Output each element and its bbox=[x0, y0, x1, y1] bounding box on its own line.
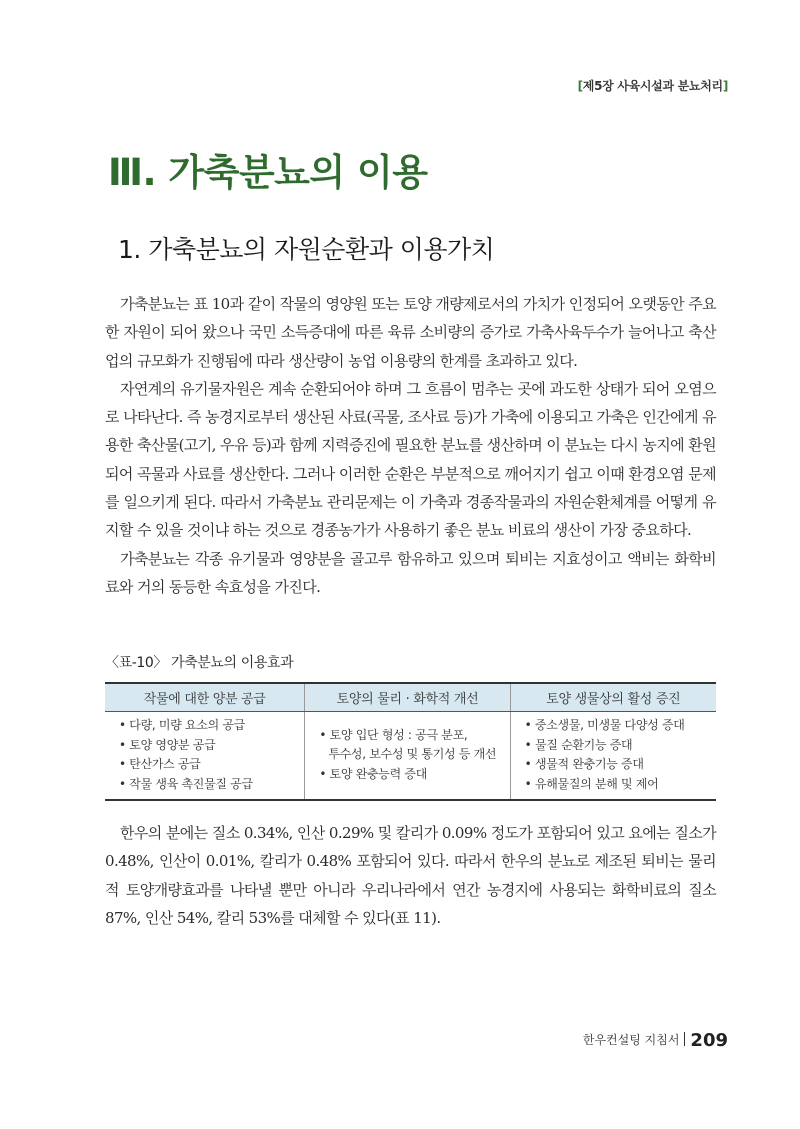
table-header-cell: 작물에 대한 양분 공급 bbox=[105, 683, 305, 712]
list-item: • 중소생물, 미생물 다양성 증대 bbox=[525, 716, 716, 736]
page-footer bbox=[583, 1030, 728, 1051]
bullet-list bbox=[525, 716, 716, 794]
bracket-open: [ bbox=[577, 79, 583, 93]
effects-table bbox=[105, 682, 716, 801]
book-title: 한우컨설팅 지침서 bbox=[582, 1033, 680, 1047]
table-header-row bbox=[105, 683, 716, 712]
list-item-continuation bbox=[319, 745, 509, 765]
list-item: • 토양 입단 형성 : 공극 분포, bbox=[319, 726, 509, 746]
paragraph: 한우의 분에는 질소 0.34%, 인산 0.29% 및 칼리가 0.09% 정도가 포함되어 있고 요에는 질소가 0.48%, 인산이 0.01%, 칼리가 0.48% 포함되어 있다. 따라서 한우의 분뇨로 제조된 퇴비는 물리적 토양개량효과를 나타낼 뿐만 아니라 우리나라에서 연간 농경지에 사용되는 화학비료의 질소 87%, 인산 54%, 칼리 53%를 대체할 수 있다(표 11). bbox=[105, 824, 716, 927]
bracket-close: ] bbox=[722, 79, 728, 93]
chapter-header bbox=[578, 77, 728, 94]
table-cell bbox=[305, 712, 510, 801]
table-caption: 〈표-10〉 가축분뇨의 이용효과 bbox=[105, 655, 294, 671]
footer-divider bbox=[684, 1032, 685, 1046]
list-item: • 토양 영양분 공급 bbox=[119, 736, 304, 756]
list-item: • 토양 완충능력 증대 bbox=[319, 765, 509, 785]
table-header-cell: 토양 생물상의 활성 증진 bbox=[510, 683, 716, 712]
list-item: • 유해물질의 분해 및 제어 bbox=[525, 775, 716, 795]
paragraph: 가축분뇨는 각종 유기물과 영양분을 골고루 함유하고 있으며 퇴비는 지효성이고 액비는 화학비료와 거의 동등한 속효성을 가진다. bbox=[105, 549, 716, 596]
list-item: • 생물적 완충기능 증대 bbox=[525, 755, 716, 775]
page-number: 209 bbox=[690, 1030, 728, 1051]
paragraph: 가축분뇨는 표 10과 같이 작물의 영양원 또는 토양 개량제로서의 가치가 인정되어 오랫동안 주요한 자원이 되어 왔으나 국민 소득증대에 따른 육류 소비량의 증가로 가축사육두수가 늘어나고 축산업의 규모화가 진행됨에 따라 생산량이 농업 이용량의 한계를 초과하고 있다. bbox=[105, 295, 716, 370]
chapter-label: 제5장 사육시설과 분뇨처리 bbox=[582, 79, 723, 93]
list-item: • 다량, 미량 요소의 공급 bbox=[119, 716, 304, 736]
list-item: • 물질 순환기능 증대 bbox=[525, 736, 716, 756]
list-item: • 탄산가스 공급 bbox=[119, 755, 304, 775]
table-header-cell: 토양의 물리 · 화학적 개선 bbox=[305, 683, 510, 712]
table-row bbox=[105, 712, 716, 801]
table-cell bbox=[510, 712, 716, 801]
bullet-list bbox=[319, 726, 509, 785]
body-text-bottom bbox=[105, 819, 716, 932]
list-item: • 작물 생육 촉진물질 공급 bbox=[119, 775, 304, 795]
section-title: 1. 가축분뇨의 자원순환과 이용가치 bbox=[118, 235, 495, 264]
bullet-list bbox=[119, 716, 304, 794]
paragraph: 자연계의 유기물자원은 계속 순환되어야 하며 그 흐름이 멈추는 곳에 과도한 상태가 되어 오염으로 나타난다. 즉 농경지로부터 생산된 사료(곡물, 조사료 등)가 가축에 이용되고 가축은 인간에게 유용한 축산물(고기, 우유 등)과 함께 지력증진에 필요한 분뇨를 생산하며 이 분뇨는 다시 농지에 환원되어 곡물과 사료를 생산한다. 그러나 이러한 순환은 부분적으로 깨어지기 쉽고 이때 환경오염 문제를 일으키게 된다. 따라서 가축분뇨 관리문제는 이 가축과 경종작물과의 자원순환체계를 어떻게 유지할 수 있을 것이냐 하는 것으로 경종농가가 사용하기 좋은 분뇨 비료의 생산이 가장 중요하다. bbox=[105, 379, 716, 540]
table-cell bbox=[105, 712, 305, 801]
page-title: Ⅲ. 가축분뇨의 이용 bbox=[108, 151, 428, 194]
list-item-text: 투수성, 보수성 및 통기성 등 개선 bbox=[328, 747, 497, 762]
body-text-top bbox=[105, 290, 716, 601]
